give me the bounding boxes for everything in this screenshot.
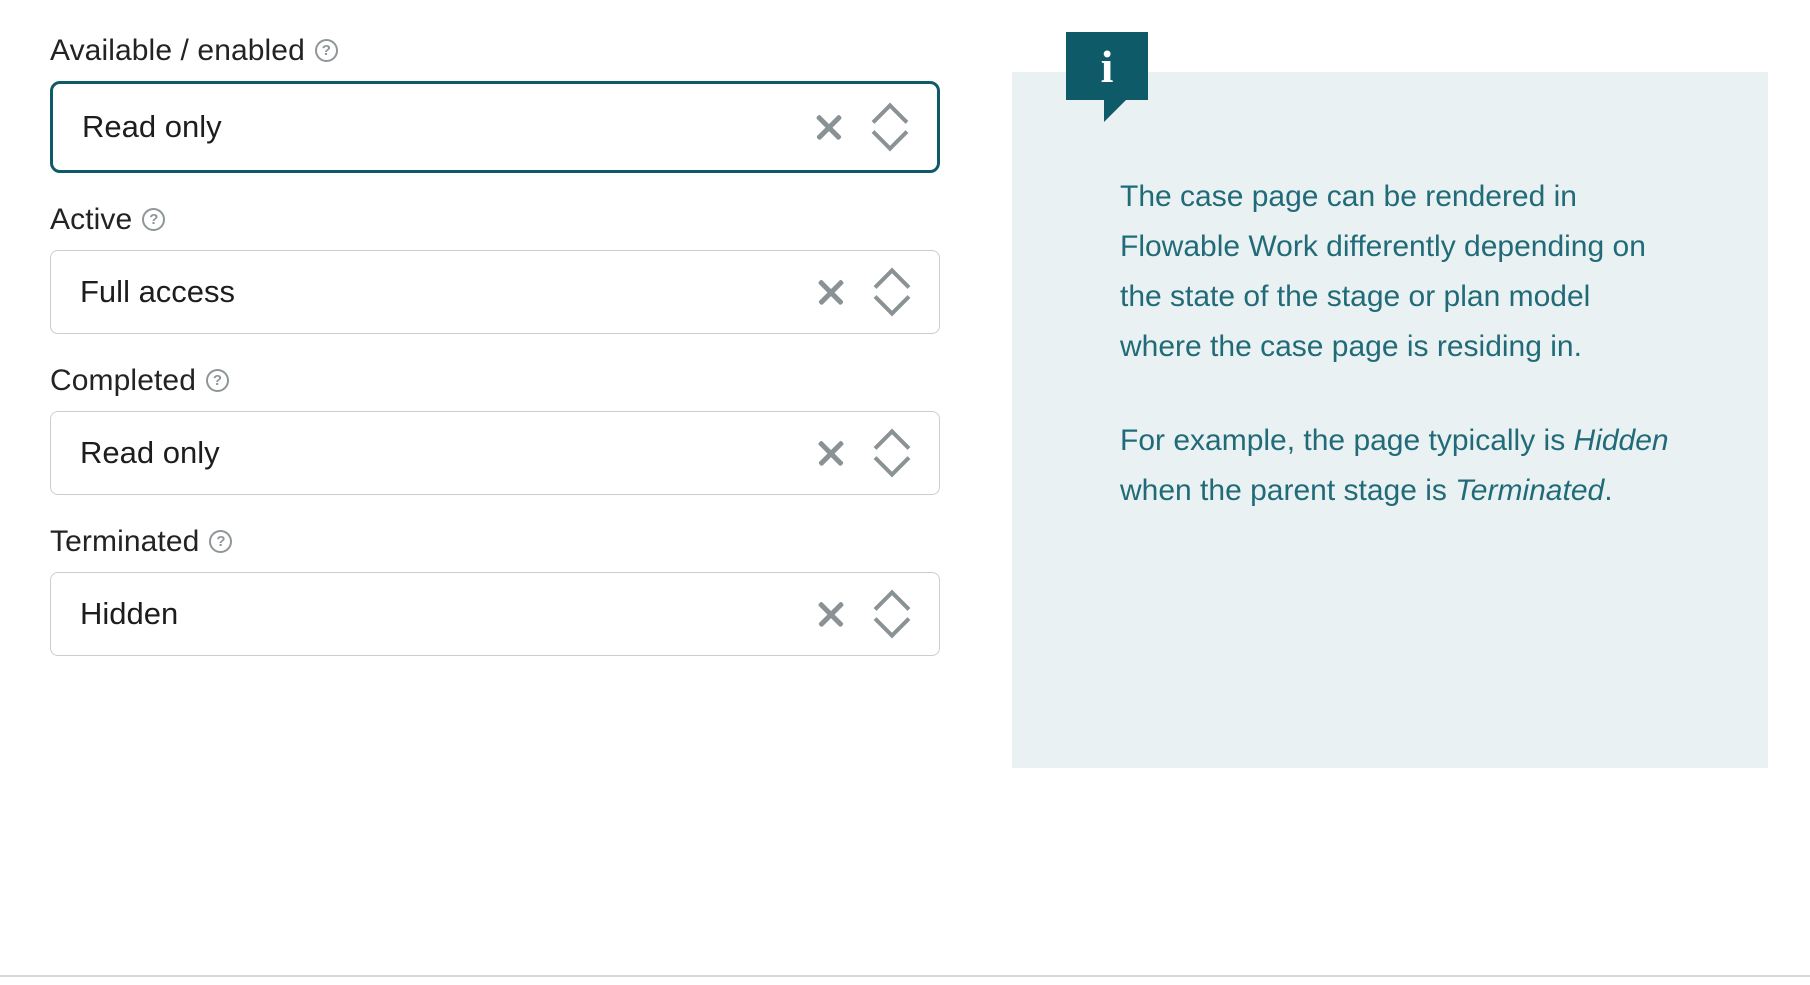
field-label-row [50, 525, 950, 558]
select-terminated[interactable] [50, 572, 940, 656]
stepper-icon[interactable] [873, 591, 909, 637]
select-value: Full access [80, 274, 236, 309]
stepper-icon[interactable] [873, 430, 909, 476]
field-active [50, 203, 950, 334]
clear-icon[interactable] [811, 433, 851, 473]
field-label: Completed [50, 364, 196, 397]
field-terminated [50, 525, 950, 656]
info-panel-text [1120, 172, 1680, 516]
select-completed[interactable] [50, 411, 940, 495]
info-paragraph-2 [1120, 416, 1680, 516]
stepper-icon[interactable] [871, 104, 907, 150]
field-label: Terminated [50, 525, 200, 558]
field-label: Active [50, 203, 133, 236]
clear-icon[interactable] [809, 107, 849, 147]
field-label-row [50, 364, 950, 397]
select-available-enabled[interactable] [50, 81, 940, 173]
help-circle-icon[interactable]: ? [209, 530, 232, 553]
field-label-row [50, 34, 950, 67]
field-completed [50, 364, 950, 495]
clear-icon[interactable] [811, 272, 851, 312]
info-paragraph-2-part-2: when the parent stage is [1120, 474, 1456, 507]
info-paragraph-1: The case page can be rendered in Flowable Work differently depending on the state of the stage or plan model where the case page is residing in. [1120, 180, 1646, 363]
help-circle-icon[interactable]: ? [315, 39, 338, 62]
help-circle-icon[interactable]: ? [142, 208, 165, 231]
info-flag-icon [1066, 32, 1148, 117]
select-value: Hidden [80, 596, 179, 631]
info-paragraph-2-part-1: For example, the page typically is [1120, 424, 1574, 457]
info-paragraph-2-part-3: . [1604, 474, 1613, 507]
info-paragraph-2-emphasis-1: Hidden [1573, 424, 1669, 457]
select-active[interactable] [50, 250, 940, 334]
help-circle-icon[interactable]: ? [206, 369, 229, 392]
field-available-enabled [50, 34, 950, 173]
select-value: Read only [80, 435, 220, 470]
bottom-divider [0, 975, 1810, 977]
clear-icon[interactable] [811, 594, 851, 634]
field-label: Available / enabled [50, 34, 305, 67]
state-rendering-form [50, 34, 950, 686]
select-value: Read only [82, 109, 222, 144]
info-paragraph-2-emphasis-2: Terminated [1455, 474, 1605, 507]
stepper-icon[interactable] [873, 269, 909, 315]
field-label-row [50, 203, 950, 236]
info-flag-glyph: i [1100, 41, 1114, 92]
